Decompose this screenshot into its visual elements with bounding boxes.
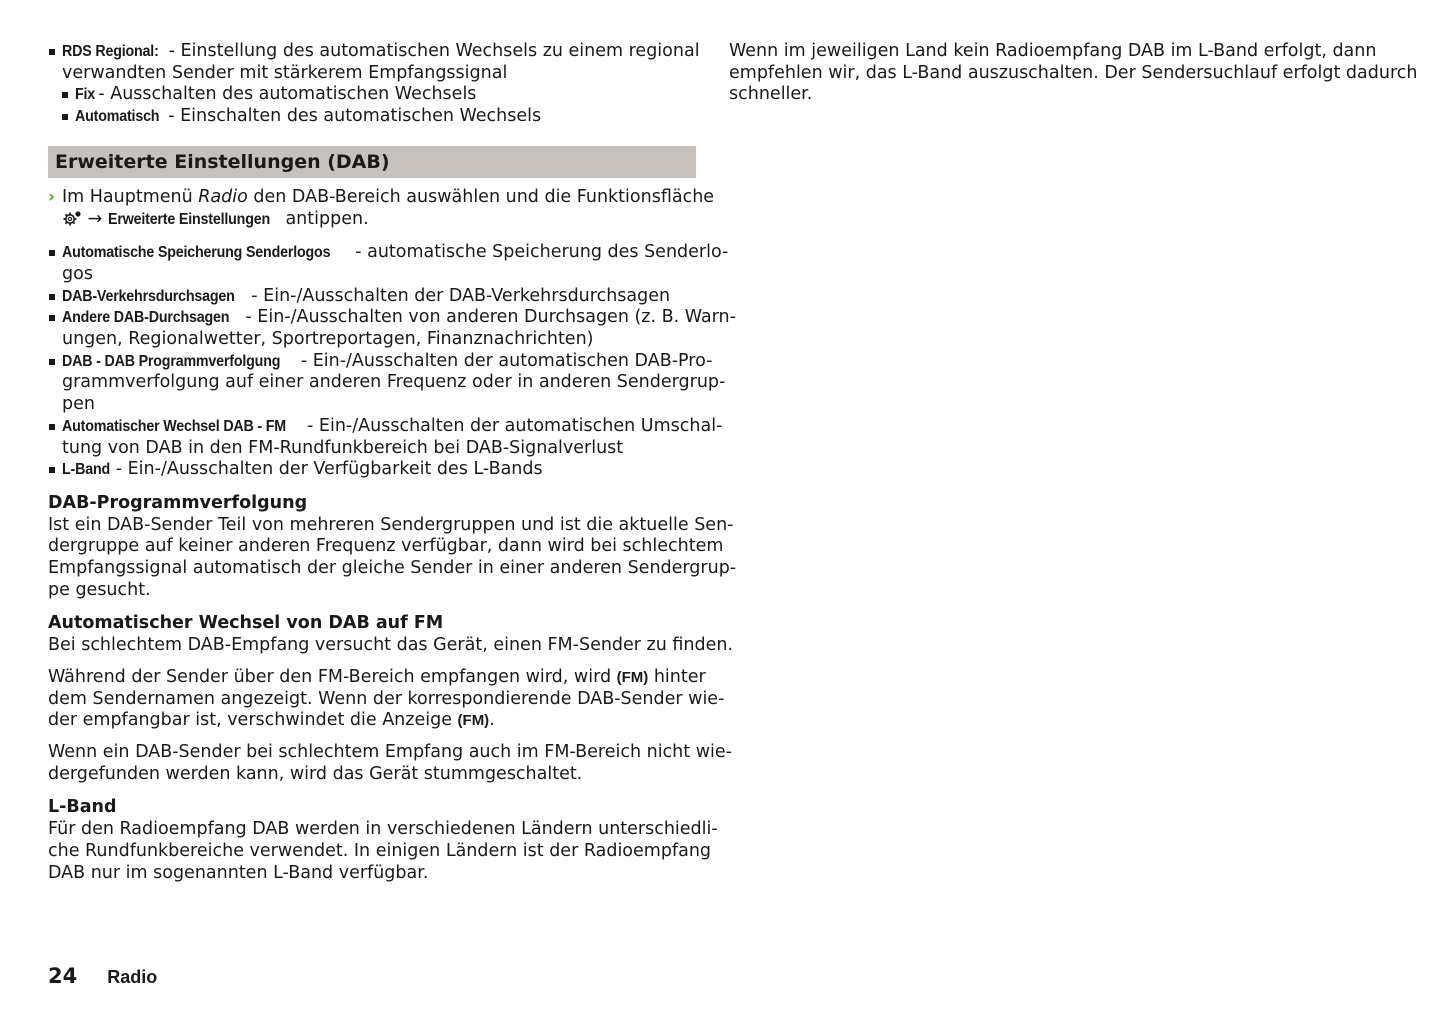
page-footer [48, 966, 157, 990]
settings-gear-icon [62, 210, 82, 226]
rds-option-automatisch: Automatisch - Einschalten des automatischen Wechsels [48, 106, 696, 128]
programmverfolgung-paragraph: Ist ein DAB-Sender Teil von mehreren Sendergruppen und ist die aktuelle Sen- dergruppe auf keiner anderen Frequenz verfügbar, dann wird bei schlechtem Empfangssignal automatisch der gleiche Sender in einer anderen Sendergrup- pe gesucht. [48, 514, 737, 600]
l-band-paragraph: Für den Radioempfang DAB werden in verschiedenen Ländern unterschiedli- che Rundfunkbereiche verwendet. In einigen Ländern ist der Radioempfang DAB nur im sogenannten L-Band verfügbar. [48, 819, 718, 883]
rds-option-term: Fix [75, 86, 96, 104]
erweiterte-einstellungen-term: Erweiterte Einstellungen [107, 210, 270, 228]
option-term: DAB - DAB Programmverfolgung [62, 352, 281, 370]
wechsel-paragraph-1: Bei schlechtem DAB-Empfang versucht das Gerät, einen FM-Sender zu finden. [48, 635, 734, 656]
rds-regional-term: RDS Regional: [62, 43, 159, 60]
option-term: L-Band [62, 461, 111, 479]
fm-indicator-badge: (FM) [616, 668, 649, 686]
menu-name-radio: Radio [198, 186, 248, 207]
rds-regional-line-2: verwandten Sender mit stärkerem Empfangssignal [62, 62, 508, 83]
fm-indicator-badge: (FM) [457, 712, 490, 730]
wechsel-heading: Automatischer Wechsel von DAB auf FM [48, 613, 444, 634]
rds-option-term: Automatisch [75, 108, 160, 126]
page-number: 24 [48, 964, 78, 988]
rds-regional-line-1: RDS Regional: - Einstellung des automatischen Wechsels zu einem regional [62, 41, 700, 61]
instruction-step: › Im Hauptmenü Radio den DAB-Bereich auswählen und die Funktionsfläche → Erweiterte Einstellungen antippen. [48, 186, 715, 229]
option-l-band: L-Band - Ein-/Ausschalten der Verfügbarkeit des L-Bands [48, 459, 696, 481]
option-term: Automatischer Wechsel DAB - FM [62, 417, 287, 435]
l-band-heading: L-Band [48, 797, 117, 818]
option-term: Automatische Speicherung Senderlogos [62, 244, 331, 262]
left-column [48, 41, 737, 884]
option-wechsel-dab-fm: Automatischer Wechsel DAB - FM - Ein-/Ausschalten der automatischen Umschal- tung von DAB in den FM-Rundfunkbereich bei DAB-Signalverlust [48, 416, 696, 459]
option-term: DAB-Verkehrsdurchsagen [62, 287, 235, 305]
chapter-title: Radio [107, 967, 158, 987]
rds-option-fix: Fix - Ausschalten des automatischen Wechsels [48, 84, 696, 106]
option-programmverfolgung: DAB - DAB Programmverfolgung - Ein-/Ausschalten der automatischen DAB-Pro- grammverfolgung auf einer anderen Frequenz oder in anderen Sendergrup- pen [48, 351, 696, 416]
wechsel-paragraph-3: Wenn ein DAB-Sender bei schlechtem Empfang auch im FM-Bereich nicht wie- dergefunden werden kann, wird das Gerät stummgeschaltet. [48, 741, 732, 784]
option-senderlogos: Automatische Speicherung Senderlogos - automatische Speicherung des Senderlo- gos [48, 242, 696, 285]
right-column [729, 41, 1418, 106]
rds-regional-item [48, 41, 700, 84]
programmverfolgung-heading: DAB-Programmverfolgung [48, 492, 308, 513]
option-term: Andere DAB-Durchsagen [62, 309, 230, 327]
l-band-recommendation: Wenn im jeweiligen Land kein Radioempfang DAB im L-Band erfolgt, dann empfehlen wir, das L-Band auszuschalten. Der Sendersuchlauf erfolgt dadurch schneller. [729, 41, 1418, 105]
step-arrow-icon: › [48, 186, 56, 207]
option-verkehrsdurchsagen: DAB-Verkehrsdurchsagen - Ein-/Ausschalten der DAB-Verkehrsdurchsagen [48, 286, 696, 308]
section-heading: Erweiterte Einstellungen (DAB) [48, 146, 696, 178]
option-andere-durchsagen: Andere DAB-Durchsagen - Ein-/Ausschalten von anderen Durchsagen (z. B. Warn- ungen, Regionalwetter, Sportreportagen, Finanznachrichten) [48, 307, 696, 350]
wechsel-paragraph-2: Während der Sender über den FM-Bereich empfangen wird, wird (FM) hinter dem Sendernamen angezeigt. Wenn der korrespondierende DAB-Sender wie- der empfangbar ist, verschwindet die Anzeige (FM). [48, 666, 725, 731]
